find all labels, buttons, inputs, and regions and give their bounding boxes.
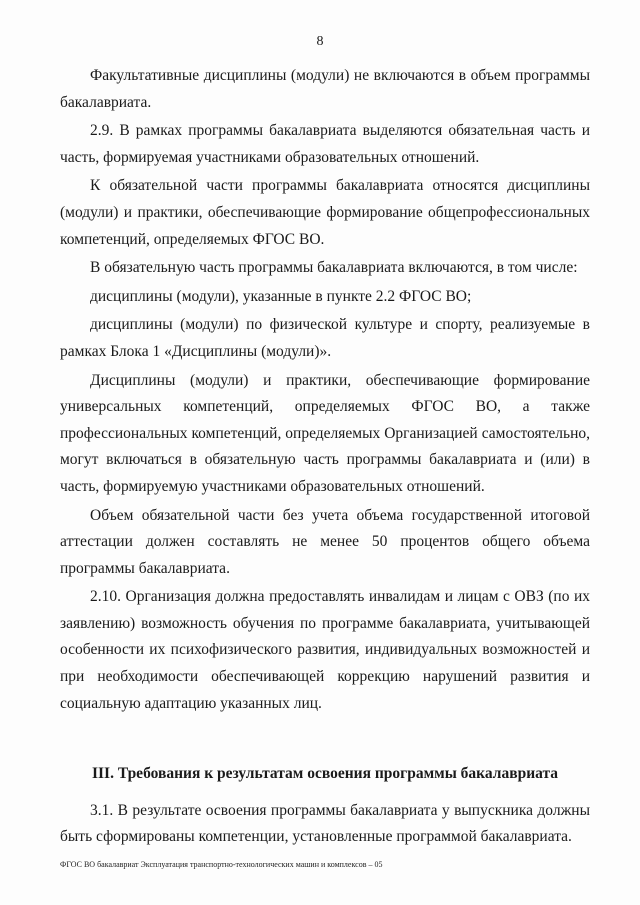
- paragraph-2-10: 2.10. Организация должна предоставлять инвалидам и лицам с ОВЗ (по их заявлению) возможность обучения по программе бакалавриата, учитывающей особенности их психофизического развития, индивидуальных возможностей и при необходимости обеспечивающей коррекцию нарушений развития и социальную адаптацию указанных лиц.: [60, 588, 590, 712]
- list-item-physical-culture: дисциплины (модули) по физической культуре и спорту, реализуемые в рамках Блока 1 «Дисциплины (модули)».: [60, 316, 590, 360]
- document-body: [60, 63, 590, 851]
- paragraph-3-1: 3.1. В результате освоения программы бакалавриата у выпускника должны быть сформированы компетенции, установленные программой бакалавриата.: [60, 801, 590, 846]
- page-number: 8: [316, 34, 324, 49]
- section-heading: III. Требования к результатам освоения программы бакалавриата: [91, 765, 559, 783]
- paragraph-elective-disciplines: Факультативные дисциплины (модули) не включаются в объем программы бакалавриата.: [60, 67, 590, 111]
- paragraph-mandatory-volume: Объем обязательной части без учета объема государственной итоговой аттестации должен составлять не менее 50 процентов общего объема программы бакалавриата.: [60, 506, 590, 577]
- paragraph-2-9: 2.9. В рамках программы бакалавриата выделяются обязательная часть и часть, формируемая участниками образовательных отношений.: [60, 122, 590, 166]
- footer-text: ФГОС ВО бакалавриат Эксплуатация транспортно-технологических машин и комплексов – 05: [60, 860, 383, 869]
- paragraph-mandatory-part: К обязательной части программы бакалавриата относятся дисциплины (модули) и практики, обеспечивающие формирование общепрофессиональных компетенций, определяемых ФГОС ВО.: [60, 177, 590, 248]
- paragraph-mandatory-includes: В обязательную часть программы бакалавриата включаются, в том числе:: [90, 259, 578, 277]
- paragraph-universal-competencies: Дисциплины (модули) и практики, обеспечивающие формирование универсальных компетенций, определяемых ФГОС ВО, а также профессиональных компетенций, определяемых Организацией самостоятельно, могут включаться в обязательную часть программы бакалавриата и (или) в часть, формируемую участниками образовательных отношений.: [60, 371, 590, 495]
- list-item-disciplines-2-2: дисциплины (модули), указанные в пункте 2.2 ФГОС ВО;: [90, 287, 472, 305]
